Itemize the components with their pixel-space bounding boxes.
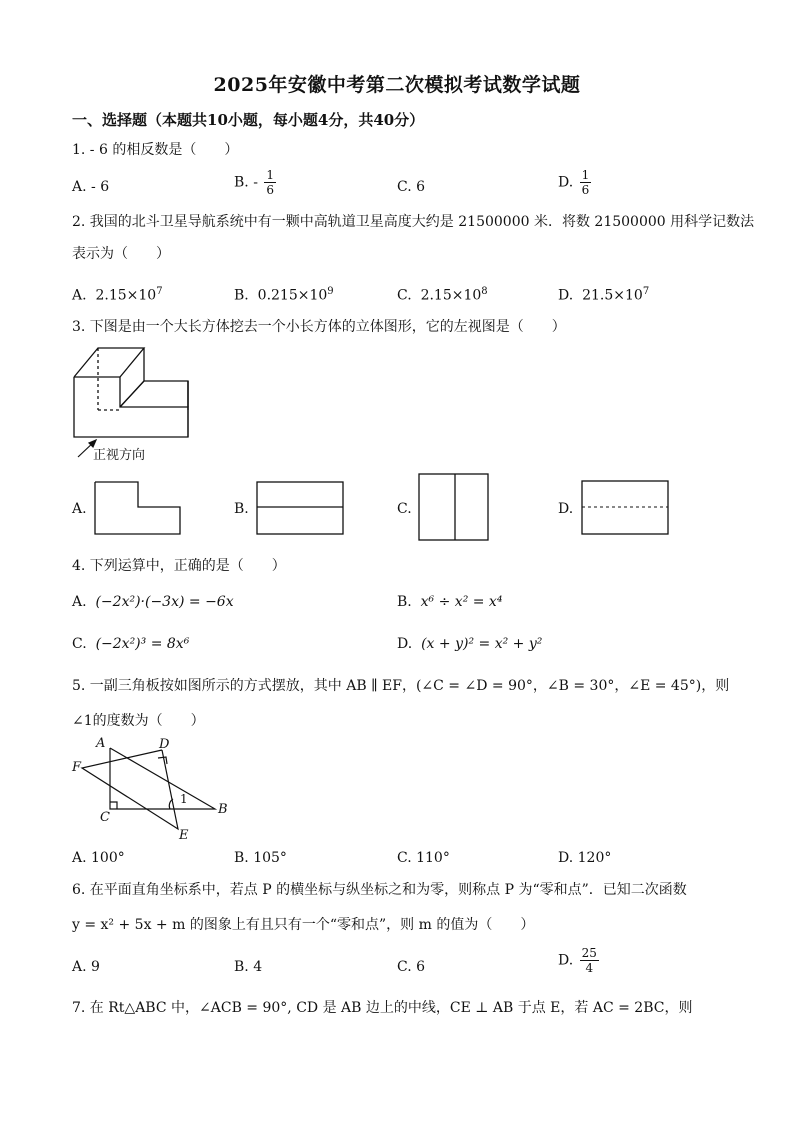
q2-option-c-base: 2.15×10	[420, 287, 482, 304]
q4-option-b-label: B.	[397, 594, 412, 610]
q1-option-a[interactable]: A. - 6	[72, 179, 110, 195]
q2-option-c-exp: 8	[481, 286, 488, 297]
q2-option-b-exp: 9	[327, 286, 334, 297]
q5-label-d: D	[159, 737, 170, 752]
q4-option-a-label: A.	[72, 594, 87, 610]
q2-option-d-base: 21.5×10	[582, 287, 643, 304]
q5-option-b[interactable]: B. 105°	[234, 850, 287, 866]
section-heading: 一、选择题（本题共10小题，每小题4分，共40分）	[72, 111, 425, 129]
question-4-stem: 4. 下列运算中，正确的是（ ）	[72, 558, 286, 574]
question-1-stem: 1. - 6 的相反数是（ ）	[72, 142, 239, 158]
q2-option-c-label: C.	[397, 287, 412, 304]
q1-option-d-prefix: D.	[558, 174, 574, 191]
question-2-stem-line1: 2. 我国的北斗卫星导航系统中有一颗中高轨道卫星高度大约是 21500000 米．将数 21500000 用科学记数法	[72, 214, 755, 230]
q6-option-a[interactable]: A. 9	[72, 959, 100, 975]
q2-option-b-label: B.	[234, 287, 249, 304]
q5-label-e: E	[179, 828, 189, 843]
q5-option-c[interactable]: C. 110°	[397, 850, 450, 866]
q3-option-a-label[interactable]: A.	[72, 501, 87, 517]
q2-option-d-exp: 7	[642, 286, 650, 297]
q6-option-b[interactable]: B. 4	[234, 959, 263, 975]
question-3-stem: 3. 下图是由一个大长方体挖去一个小长方体的立体图形，它的左视图是（ ）	[72, 319, 566, 335]
q4-option-d-label: D.	[397, 636, 413, 652]
question-7-stem: 7. 在 Rt△ABC 中，∠ACB = 90°, CD 是 AB 边上的中线，CE ⊥ AB 于点 E，若 AC = 2BC，则	[72, 1000, 693, 1016]
q6-option-d[interactable]	[558, 946, 601, 975]
q6-option-d-fraction: $\frac{25}{4}$	[581, 946, 597, 975]
question-5-stem-line1: 5. 一副三角板按如图所示的方式摆放，其中 AB ∥ EF，(∠C = ∠D = 90°，∠B = 30°，∠E = 45°)，则	[72, 678, 730, 694]
q6-option-d-prefix: D.	[558, 952, 574, 969]
q5-label-b: B	[218, 802, 228, 817]
q5-label-angle-1: 1	[180, 792, 188, 806]
q1-option-b-prefix: B. -	[234, 174, 258, 191]
q5-option-d[interactable]: D. 120°	[558, 850, 612, 866]
q2-option-d-label: D.	[558, 287, 574, 304]
q4-option-c-label: C.	[72, 636, 87, 652]
q1-option-c[interactable]: C. 6	[397, 179, 426, 195]
q4-option-d-expr: (x + y)² = x² + y²	[421, 636, 543, 652]
page-title: 2025年安徽中考第二次模拟考试数学试题	[213, 74, 581, 96]
q2-option-a-exp: 7	[156, 286, 163, 297]
q4-option-a-expr: (−2x²)·(−3x) = −6x	[95, 594, 234, 610]
q5-label-a: A	[96, 736, 106, 751]
question-5-stem-line2: ∠1的度数为（ ）	[72, 713, 205, 729]
q5-option-a[interactable]: A. 100°	[72, 850, 125, 866]
q2-option-b-base: 0.215×10	[257, 287, 328, 304]
q3-option-c-label[interactable]: C.	[397, 501, 412, 517]
q6-option-c[interactable]: C. 6	[397, 959, 426, 975]
q5-label-c: C	[100, 810, 110, 825]
q2-option-a-base: 2.15×10	[95, 287, 157, 304]
q1-option-d-fraction: $\frac{1}{6}$	[581, 168, 590, 197]
q4-option-c-expr: (−2x²)³ = 8x⁶	[95, 636, 190, 652]
question-6-stem-line2: y = x² + 5x + m 的图象上有且只有一个“零和点”，则 m 的值为（ ）	[72, 917, 535, 933]
q1-option-b-fraction: $\frac{1}{6}$	[266, 168, 275, 197]
q3-option-d-label[interactable]: D.	[558, 501, 574, 517]
q4-option-b-expr: x⁶ ÷ x² = x⁴	[420, 594, 503, 610]
q3-option-b-label[interactable]: B.	[234, 501, 249, 517]
question-6-stem-line1: 6. 在平面直角坐标系中，若点 P 的横坐标与纵坐标之和为零，则称点 P 为“零和点”．已知二次函数	[72, 882, 687, 898]
q3-direction-label: 正视方向	[93, 448, 146, 463]
q2-option-a-label: A.	[72, 287, 87, 304]
q5-label-f: F	[72, 760, 82, 775]
question-2-stem-line2: 表示为（ ）	[72, 246, 170, 262]
